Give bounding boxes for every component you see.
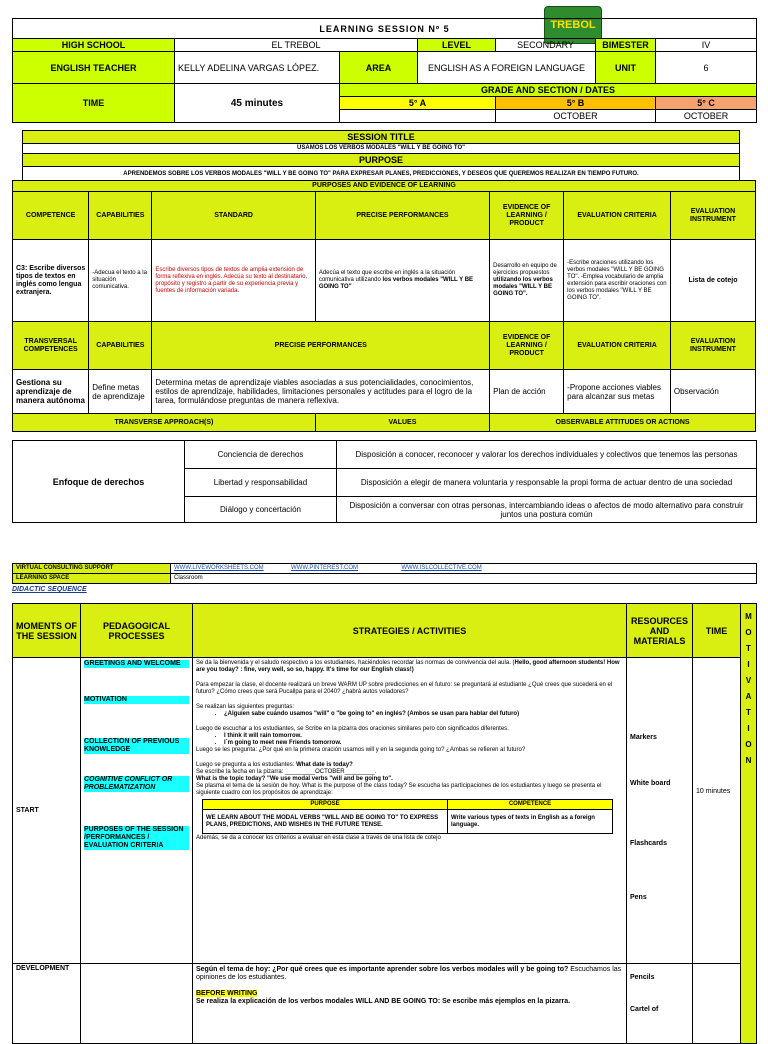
standard-cell: Escribe diversos tipos de textos de amplia extensión de forma reflexiva en inglés. Adecúa su texto al destinatario, propósito y registro a partir de su experiencia previa y fuentes de información variada. [152, 240, 315, 322]
trans-competence-cell: Gestiona su aprendizaje de manera autónoma [13, 370, 89, 414]
grade-label: GRADE AND SECTION / DATES [340, 84, 757, 97]
date-a [340, 110, 496, 123]
process-greetings: GREETINGS AND WELCOME [84, 660, 189, 668]
col-trans-instrument: EVALUATION INSTRUMENT [670, 322, 755, 370]
col-competence: COMPETENCE [13, 192, 89, 240]
approach-table [12, 440, 757, 523]
attitude-row-2: Disposición a elegir de manera voluntaria y responsable la propi forma de actuar dentro de una sociedad [337, 469, 757, 497]
value-row-3: Diálogo y concertación [185, 497, 337, 523]
capabilities-cell: -Adecua el texto a la situación comunicativa. [89, 240, 152, 322]
processes-development [81, 964, 193, 1044]
col-trans-capabilities: CAPABILITIES [89, 322, 152, 370]
strategies-cell: Se da la bienvenida y el saludo respectivo a los estudiantes, haciéndoles recordar las normas de convivencia del aula. (Hello, good afternoon students! How are you today? : fine, very well, so so, happy. It's time for our English class!) Para empezar la clase, el docente realizará un breve WARM UP sobre predicciones en el futuro: se preguntará al estudiante ¿Qué crees que sucederá en el futuro? ¿Cómo crees que será Pucallpa para el 2040? ¿habrá autos voladores? Se realizan las siguientes preguntas: • ¿Alguien sabe cuándo usamos "will" o "be going to" en inglés? (Ambos se usan para hablar del futuro) Luego de escuchar a los estudiantes, se Scribe en la pizarra dos oraciones similares pero con significados diferentes. • I think it will rain tomorrow. • I´m going to meet new Friends tomorrow. Luego se les pregunta: ¿Por qué en la primera oración usamos will y en la segunda going to? ¿Ambas se refieren al futuro? Luego se pregunta a los estudiantes: What date is today? Se escribe la fecha en la pizarra: _________OCTOBER_________. What is the topic today? "We use modal verbs "will and be going to". Se plasma el tema de la sesión de hoy. What is the purpose of the class today? Se escucha las participaciones de los estudiantes y luego se presenta el siguiente cuadro con los propósitos de aprendizaje: PURPOSE COMPETENCE WE LEARN ABOUT THE MODAL VERBS "WILL AND BE GOING TO" TO EXPRESS PLANS, PREDICTIONS, AND WISHES IN THE FUTURE TENSE. Write various types of texts in English as a foreign language. Además, se da a conocer los criterios a evaluar en esta clase a través de una lista de cotejo [193, 658, 627, 964]
virtual-links [171, 564, 757, 574]
unit-label: UNIT [596, 52, 656, 84]
section-b: 5° B [496, 97, 656, 110]
approach-name: Enfoque de derechos [13, 441, 185, 523]
purposes-table [12, 180, 756, 432]
time-value: 45 minutes [175, 84, 340, 123]
col-strategies: STRATEGIES / ACTIVITIES [193, 604, 627, 658]
col-trans-criteria: EVALUATION CRITERIA [564, 322, 671, 370]
section-a: 5° A [340, 97, 496, 110]
resources-cell [627, 658, 693, 964]
header-table [12, 18, 757, 123]
trans-capabilities-cell: Define metas de aprendizaje [89, 370, 152, 414]
col-trans-competence: TRANSVERSAL COMPETENCES [13, 322, 89, 370]
time-cell: 10 minutes [693, 658, 741, 964]
trans-criteria-cell: -Propone acciones viables para alcanzar sus metas [564, 370, 671, 414]
box-competence: Write various types of texts in English as a foreign language. [448, 810, 613, 834]
time-label: TIME [13, 84, 175, 123]
link-liveworksheets[interactable]: WWW.LIVEWORKSHEETS.COM [174, 565, 264, 571]
process-motivation: MOTIVATION [84, 696, 189, 704]
school-logo: TREBOL [544, 6, 602, 44]
area-value: ENGLISH AS A FOREIGN LANGUAGE [418, 52, 596, 84]
space-label: LEARNING SPACE [13, 574, 171, 584]
col-instrument: EVALUATION INSTRUMENT [670, 192, 755, 240]
session-heading: LEARNING SESSION Nº 5 [13, 19, 757, 39]
moment-development: DEVELOPMENT [13, 964, 81, 1044]
level-label: LEVEL [418, 39, 496, 52]
value-row-2: Libertad y responsabilidad [185, 469, 337, 497]
evidence-cell: Desarrollo en equipo de ejercicios propuestos utilizando los verbos modales "WILL Y BE GOING TO". [490, 240, 564, 322]
col-criteria: EVALUATION CRITERIA [564, 192, 671, 240]
purposes-header: PURPOSES AND EVIDENCE OF LEARNING [13, 181, 756, 192]
attitude-row-1: Disposición a conocer, reconocer y valorar los derechos individuales y colectivos que tenemos las personas [337, 441, 757, 469]
date-c: OCTOBER [656, 110, 757, 123]
teacher-label: ENGLISH TEACHER [13, 52, 175, 84]
purpose-value: APRENDEMOS SOBRE LOS VERBOS MODALES "WILL Y BE GOING TO" PARA EXPRESAR PLANES, PREDICCIONES, Y DESEOS QUE QUEREMOS REALIZAR EN TIEMPO FUTURO. [23, 167, 740, 183]
school-label: HIGH SCHOOL [13, 39, 175, 52]
session-title-value: USAMOS LOS VERBOS MODALES "WILL Y BE GOING TO" [23, 144, 740, 154]
purpose-box [202, 799, 613, 834]
process-previous-knowledge: COLLECTION OF PREVIOUS KNOWLEDGE [84, 738, 189, 754]
competence-cell: C3: Escribe diversos tipos de textos en inglés como lengua extranjera. [13, 240, 89, 322]
box-competence-label: COMPETENCE [448, 800, 613, 810]
col-capabilities: CAPABILITIES [89, 192, 152, 240]
box-purpose-label: PURPOSE [203, 800, 448, 810]
didactic-sequence-label: DIDACTIC SEQUENCE [12, 586, 87, 593]
link-islcollective[interactable]: WWW.ISLCOLLECTIVE.COM [401, 565, 482, 571]
attitude-row-3: Disposición a conversar con otras personas, intercambiando ideas o afectos de modo alternativo para construir juntos una postura común [337, 497, 757, 523]
moment-start: START [13, 658, 81, 964]
session-table [22, 130, 740, 183]
processes-cell [81, 658, 193, 964]
col-attitudes: OBSERVABLE ATTITUDES OR ACTIONS [490, 414, 756, 432]
instrument-cell: Lista de cotejo [670, 240, 755, 322]
col-standard: STANDARD [152, 192, 315, 240]
col-values: VALUES [315, 414, 489, 432]
session-title-label: SESSION TITLE [23, 131, 740, 144]
resource-flashcards: Flashcards [630, 840, 667, 847]
value-row-1: Conciencia de derechos [185, 441, 337, 469]
section-c: 5° C [656, 97, 757, 110]
col-processes: PEDAGOGICAL PROCESSES [81, 604, 193, 658]
col-resources: RESOURCES AND MATERIALS [627, 604, 693, 658]
virtual-label: VIRTUAL CONSULTING SUPPORT [13, 564, 171, 574]
support-table [12, 563, 757, 584]
criteria-cell: -Escribe oraciones utilizando los verbos modales "WILL Y BE GOING TO". -Emplea vocabulario de amplia extensión para escribir oraciones con los verbos modales "WILL Y BE GOING TO". [564, 240, 671, 322]
resource-whiteboard: White board [630, 780, 671, 787]
col-time: TIME [693, 604, 741, 658]
trans-evidence-cell: Plan de acción [490, 370, 564, 414]
unit-value: 6 [656, 52, 757, 84]
trans-performance-cell: Determina metas de aprendizaje viables asociadas a sus potencialidades, conocimientos, estilos de aprendizaje, habilidades, limitaciones personales y actitudes para el logro de la tarea, formulándose preguntas de manera reflexiva. [152, 370, 490, 414]
col-trans-performances: PRECISE PERFORMANCES [152, 322, 490, 370]
sequence-table [12, 603, 757, 1044]
process-purposes: PURPOSES OF THE SESSION /PERFORMANCES / EVALUATION CRITERIA [84, 826, 189, 850]
school-value: EL TREBOL [175, 39, 418, 52]
resource-pencils: Pencils [630, 974, 655, 981]
trans-instrument-cell: Observación [670, 370, 755, 414]
resource-cartel: Cartel of [630, 1006, 659, 1013]
area-label: AREA [340, 52, 418, 84]
space-value: Classroom [171, 574, 757, 584]
box-purpose: WE LEARN ABOUT THE MODAL VERBS "WILL AND BE GOING TO" TO EXPRESS PLANS, PREDICTIONS, AND WISHES IN THE FUTURE TENSE. [203, 810, 448, 834]
teacher-value: KELLY ADELINA VARGAS LÓPEZ. [175, 52, 340, 84]
col-evidence: EVIDENCE OF LEARNING / PRODUCT [490, 192, 564, 240]
resources-development [627, 964, 693, 1044]
resource-markers: Markers [630, 734, 657, 741]
process-cognitive-conflict: COGNITIVE CONFLICT OR PROBLEMATIZATION [84, 776, 189, 792]
motivation-vertical: MOTIVATION [741, 604, 757, 1044]
col-moments: MOMENTS OF THE SESSION [13, 604, 81, 658]
purpose-label: PURPOSE [23, 154, 740, 167]
level-value: SECONDARY [496, 39, 596, 52]
resource-pens: Pens [630, 894, 647, 901]
time-development [693, 964, 741, 1044]
col-trans-evidence: EVIDENCE OF LEARNING / PRODUCT [490, 322, 564, 370]
col-approach: TRANSVERSE APPROACH(S) [13, 414, 316, 432]
performance-cell: Adecúa el texto que escribe en inglés a la situación comunicativa utilizando los verbos modales "WILL Y BE GOING TO" [315, 240, 489, 322]
bimester-value: IV [656, 39, 757, 52]
strategies-development: Según el tema de hoy: ¿Por qué crees que es importante aprender sobre los verbos modales will y be going to? Escuchamos las opiniones de los estudiantes. BEFORE WRITING Se realiza la explicación de los verbos modales WILL AND BE GOING TO: Se escribe más ejemplos en la pizarra. [193, 964, 627, 1044]
bimester-label: BIMESTER [596, 39, 656, 52]
link-pinterest[interactable]: WWW.PINTEREST.COM [291, 565, 359, 571]
date-b: OCTOBER [496, 110, 656, 123]
col-performances: PRECISE PERFORMANCES [315, 192, 489, 240]
